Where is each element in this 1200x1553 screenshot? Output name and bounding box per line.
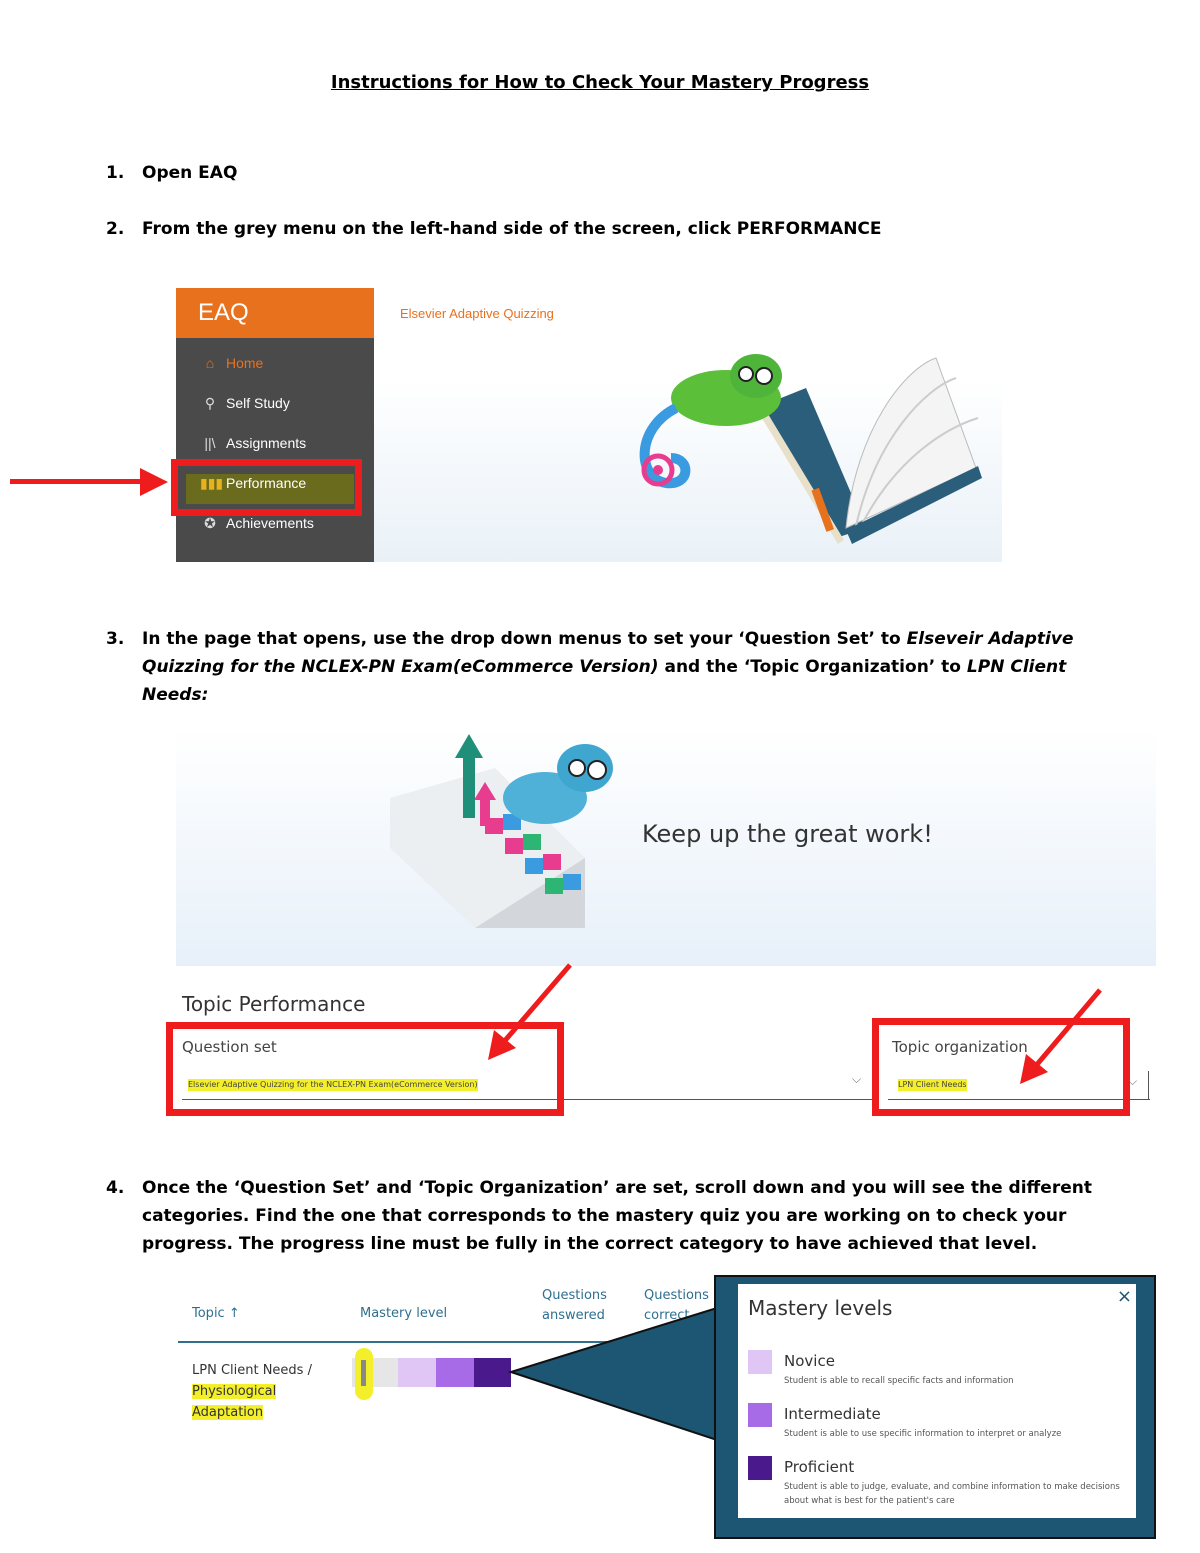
mastery-bar-novice: [398, 1358, 436, 1387]
performance-arrow-shaft: [10, 479, 150, 484]
mastery-bar-intermediate: [436, 1358, 474, 1387]
topic-line: Adaptation: [192, 1405, 264, 1420]
sidebar-item-self-study[interactable]: [200, 389, 370, 417]
proficient-swatch: [748, 1456, 772, 1480]
mastery-levels-popup: [714, 1275, 1156, 1539]
step-number: 2.: [106, 219, 125, 239]
sidebar-menu: [176, 288, 374, 562]
step-number: 3.: [106, 629, 125, 649]
topic-cell[interactable]: [192, 1360, 312, 1423]
sidebar-item-label: Achievements: [226, 515, 314, 531]
proficient-description: Student is able to judge, evaluate, and combine information to make decisions about what is best for the patient's care: [784, 1482, 1120, 1506]
novice-description: Student is able to recall specific facts and information: [784, 1376, 1014, 1386]
eaq-logo: EAQ: [176, 288, 374, 338]
topic-organization-name: LPN Client Needs:: [142, 657, 1067, 705]
document-title: Instructions for How to Check Your Mastery Progress: [330, 72, 870, 93]
callout-pointer: [505, 1300, 725, 1450]
chevron-down-icon[interactable]: ⌵: [852, 1072, 862, 1086]
mastery-column-header[interactable]: Mastery level: [360, 1306, 448, 1321]
topic-column-header[interactable]: Topic ↑: [192, 1306, 240, 1321]
novice-label: Novice: [784, 1352, 835, 1370]
progress-marker: [361, 1360, 366, 1386]
popup-content: [738, 1284, 1136, 1518]
sidebar-item-label: Assignments: [226, 435, 307, 451]
dropdown-border: [1148, 1071, 1149, 1100]
topic-organization-arrow: [1012, 986, 1108, 1088]
question-set-name: Elseveir Adaptive Quizzing for the NCLEX-PN Exam(eCommerce Version): [142, 629, 1074, 677]
chevron-down-icon[interactable]: ⌵: [1128, 1074, 1138, 1088]
header-line: Questions: [644, 1288, 709, 1303]
proficient-label: Proficient: [784, 1458, 855, 1476]
step-text: Open EAQ: [142, 163, 238, 183]
question-set-value[interactable]: Elsevier Adaptive Quizzing for the NCLEX-PN Exam(eCommerce Version): [188, 1080, 478, 1089]
topic-performance-title: Topic Performance: [182, 992, 366, 1016]
popup-title: Mastery levels: [748, 1296, 893, 1320]
novice-swatch: [748, 1350, 772, 1374]
topic-organization-value[interactable]: LPN Client Needs: [898, 1080, 967, 1089]
performance-arrow-head: [140, 468, 168, 496]
home-icon: ⌂: [205, 355, 215, 371]
sidebar-item-assignments[interactable]: [200, 429, 370, 457]
topic-line: LPN Client Needs /: [192, 1363, 312, 1378]
step-text-part: In the page that opens, use the drop down menus to set your ‘Question Set’ to: [142, 629, 907, 649]
header-line: answered: [542, 1308, 605, 1323]
eaq-home-screenshot: [176, 288, 1002, 562]
books-icon: ||\: [204, 435, 216, 451]
question-set-label: Question set: [182, 1038, 277, 1056]
sidebar-item-label: Self Study: [226, 395, 290, 411]
stairs-chameleon-illustration: [385, 728, 635, 928]
intermediate-description: Student is able to use specific information to interpret or analyze: [784, 1429, 1062, 1439]
bar-chart-icon: ▮▮▮: [200, 475, 224, 491]
sidebar-item-label: Performance: [226, 475, 307, 491]
step-text: Once the ‘Question Set’ and ‘Topic Organization’ are set, scroll down and you will see the different categories. Find the one that corresponds to the mastery quiz you are working on to check your progress. The progress line must be fully in the correct category to have achieved that level.: [142, 1178, 1092, 1254]
chameleon-book-illustration: [606, 348, 1002, 562]
step-text-part: and the ‘Topic Organization’ to: [658, 657, 967, 677]
intermediate-label: Intermediate: [784, 1405, 881, 1423]
sidebar-item-home[interactable]: [200, 349, 370, 377]
brand-name: Elsevier Adaptive Quizzing: [400, 306, 554, 321]
intermediate-swatch: [748, 1403, 772, 1427]
sidebar-item-label: Home: [226, 355, 264, 371]
step-text: [142, 625, 1092, 709]
topic-line: Physiological: [192, 1384, 277, 1399]
close-icon[interactable]: ×: [1116, 1286, 1132, 1307]
step-number: 1.: [106, 163, 125, 183]
header-line: correct: [644, 1308, 690, 1323]
step-number: 4.: [106, 1178, 125, 1198]
step-text: From the grey menu on the left-hand side of the screen, click PERFORMANCE: [142, 219, 882, 239]
header-line: Questions: [542, 1288, 607, 1303]
performance-callout-box: [171, 459, 362, 516]
banner-message: Keep up the great work!: [642, 820, 933, 848]
award-icon: ✪: [204, 515, 216, 531]
question-set-arrow: [480, 960, 580, 1064]
microscope-icon: ⚲: [204, 395, 216, 411]
topic-organization-label: Topic organization: [892, 1038, 1028, 1056]
